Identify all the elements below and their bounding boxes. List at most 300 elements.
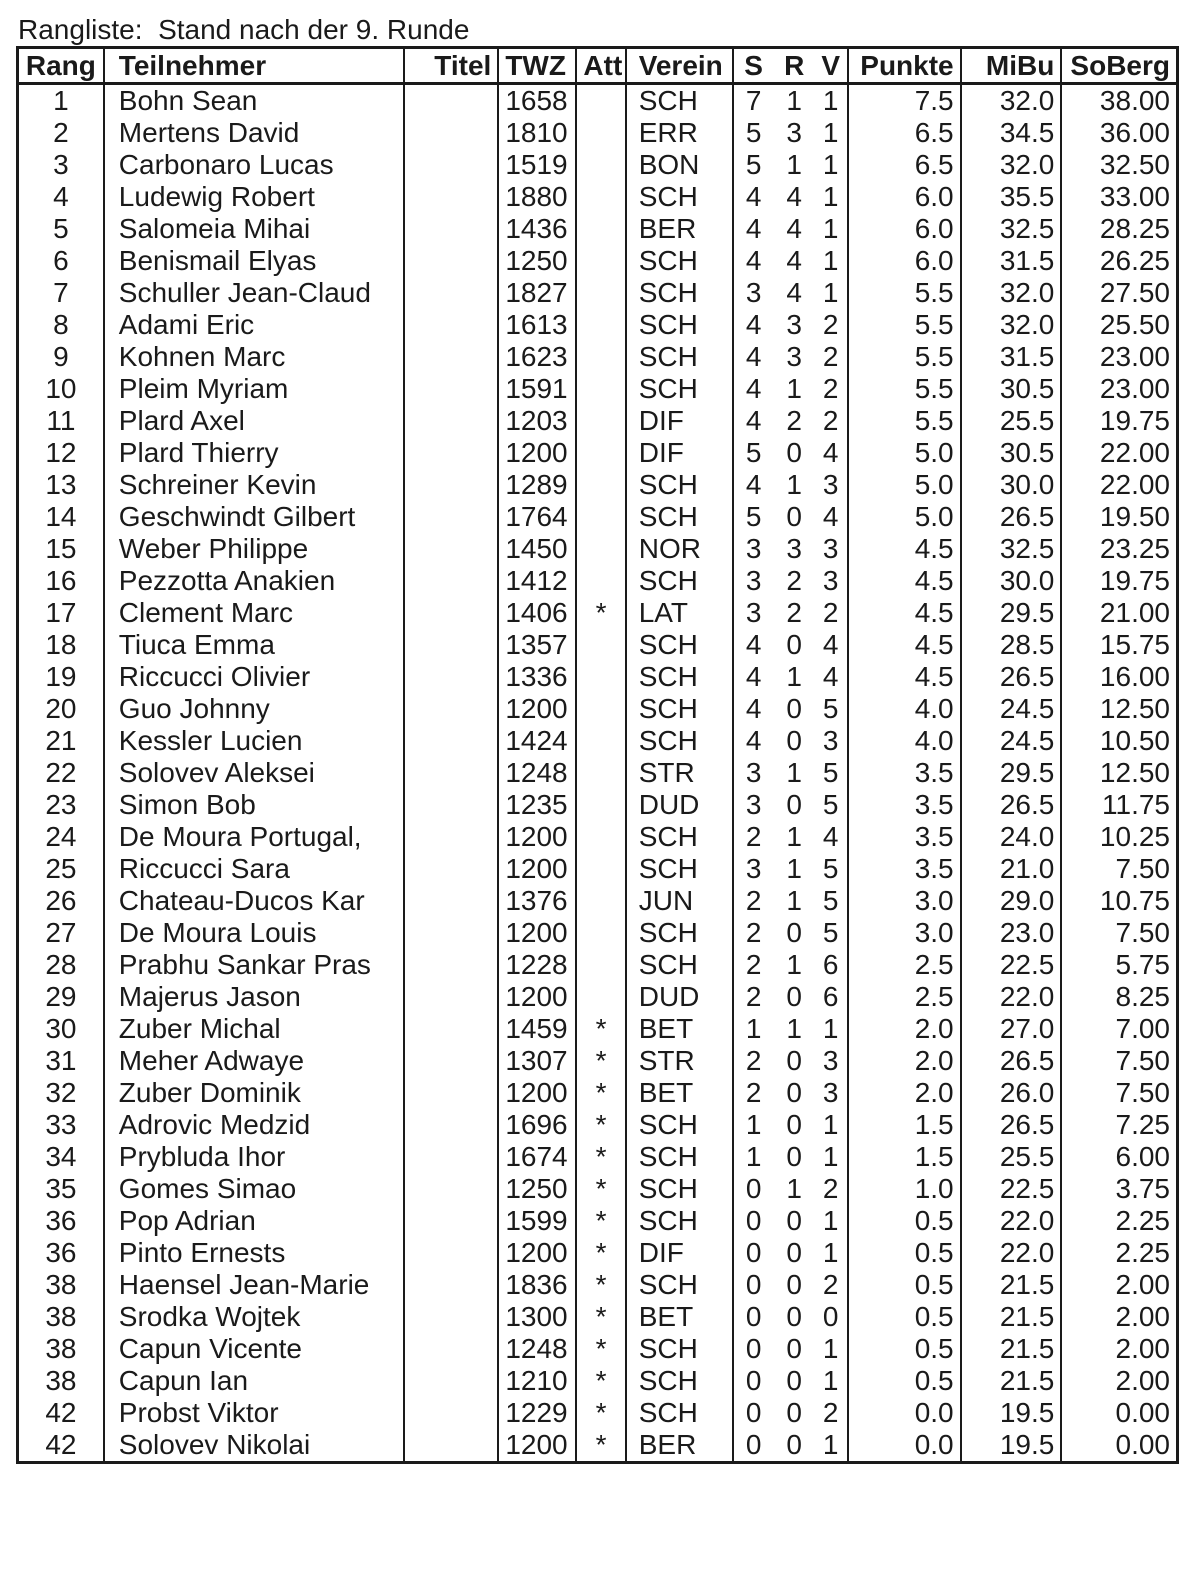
- cell-title: [404, 1269, 499, 1301]
- cell-v: 2: [815, 1173, 848, 1205]
- cell-v: 4: [815, 629, 848, 661]
- table-row: [18, 1365, 1178, 1397]
- cell-title: [404, 597, 499, 629]
- cell-att: *: [576, 1141, 625, 1173]
- header-att: Att: [576, 48, 625, 84]
- cell-points: 2.5: [848, 949, 961, 981]
- cell-points: 5.5: [848, 405, 961, 437]
- cell-att: *: [576, 1301, 625, 1333]
- cell-mibu: 26.5: [961, 789, 1062, 821]
- table-row: [18, 1429, 1178, 1463]
- cell-v: 2: [815, 373, 848, 405]
- cell-title: [404, 821, 499, 853]
- cell-att: [576, 821, 625, 853]
- cell-twz: 1200: [498, 821, 576, 853]
- cell-rank: 18: [18, 629, 104, 661]
- cell-v: 1: [815, 1333, 848, 1365]
- cell-att: [576, 565, 625, 597]
- cell-v: 1: [815, 117, 848, 149]
- cell-s: 2: [733, 981, 774, 1013]
- cell-club: SCH: [626, 1141, 733, 1173]
- cell-soberg: 2.00: [1061, 1365, 1177, 1397]
- cell-name: Solovev Nikolai: [104, 1429, 404, 1463]
- cell-twz: 1300: [498, 1301, 576, 1333]
- cell-mibu: 23.0: [961, 917, 1062, 949]
- cell-twz: 1810: [498, 117, 576, 149]
- cell-soberg: 38.00: [1061, 84, 1177, 118]
- table-row: [18, 533, 1178, 565]
- cell-soberg: 12.50: [1061, 693, 1177, 725]
- cell-rank: 12: [18, 437, 104, 469]
- cell-name: Prabhu Sankar Pras: [104, 949, 404, 981]
- cell-v: 2: [815, 1269, 848, 1301]
- cell-soberg: 0.00: [1061, 1397, 1177, 1429]
- cell-mibu: 26.0: [961, 1077, 1062, 1109]
- cell-name: Benismail Elyas: [104, 245, 404, 277]
- cell-att: *: [576, 1013, 625, 1045]
- cell-name: Adami Eric: [104, 309, 404, 341]
- header-row: [18, 48, 1178, 84]
- cell-title: [404, 1397, 499, 1429]
- table-row: [18, 917, 1178, 949]
- cell-att: [576, 84, 625, 118]
- cell-twz: 1248: [498, 1333, 576, 1365]
- cell-title: [404, 565, 499, 597]
- cell-twz: 1228: [498, 949, 576, 981]
- cell-rank: 19: [18, 661, 104, 693]
- cell-att: *: [576, 1045, 625, 1077]
- cell-twz: 1229: [498, 1397, 576, 1429]
- cell-club: LAT: [626, 597, 733, 629]
- cell-soberg: 11.75: [1061, 789, 1177, 821]
- cell-twz: 1450: [498, 533, 576, 565]
- cell-rank: 11: [18, 405, 104, 437]
- cell-att: *: [576, 1173, 625, 1205]
- cell-v: 4: [815, 501, 848, 533]
- cell-s: 5: [733, 501, 774, 533]
- cell-title: [404, 1333, 499, 1365]
- cell-mibu: 29.5: [961, 757, 1062, 789]
- cell-r: 0: [786, 1333, 802, 1364]
- table-row: [18, 693, 1178, 725]
- cell-name: Adrovic Medzid: [104, 1109, 404, 1141]
- cell-points: 3.5: [848, 821, 961, 853]
- cell-twz: 1459: [498, 1013, 576, 1045]
- table-row: [18, 1397, 1178, 1429]
- cell-points: 6.5: [848, 117, 961, 149]
- cell-title: [404, 1109, 499, 1141]
- cell-twz: 1248: [498, 757, 576, 789]
- cell-title: [404, 693, 499, 725]
- cell-name: Chateau-Ducos Kar: [104, 885, 404, 917]
- table-row: [18, 1205, 1178, 1237]
- cell-club: SCH: [626, 725, 733, 757]
- cell-title: [404, 181, 499, 213]
- table-row: [18, 341, 1178, 373]
- table-row: [18, 437, 1178, 469]
- cell-points: 5.5: [848, 373, 961, 405]
- cell-v: 1: [815, 1141, 848, 1173]
- table-row: [18, 84, 1178, 118]
- cell-rank: 29: [18, 981, 104, 1013]
- cell-twz: 1412: [498, 565, 576, 597]
- table-row: [18, 1077, 1178, 1109]
- cell-soberg: 19.75: [1061, 565, 1177, 597]
- cell-rank: 31: [18, 1045, 104, 1077]
- cell-points: 0.0: [848, 1429, 961, 1463]
- cell-mibu: 26.5: [961, 501, 1062, 533]
- cell-soberg: 26.25: [1061, 245, 1177, 277]
- cell-v: 0: [815, 1301, 848, 1333]
- cell-r: 0: [786, 1141, 802, 1172]
- cell-s: 4: [733, 341, 774, 373]
- cell-v: 3: [815, 565, 848, 597]
- cell-soberg: 21.00: [1061, 597, 1177, 629]
- cell-r: 0: [786, 917, 802, 948]
- cell-v: 1: [815, 1205, 848, 1237]
- cell-rank: 24: [18, 821, 104, 853]
- cell-name: Plard Thierry: [104, 437, 404, 469]
- cell-mibu: 22.0: [961, 1205, 1062, 1237]
- cell-twz: 1613: [498, 309, 576, 341]
- cell-soberg: 2.25: [1061, 1205, 1177, 1237]
- cell-name: Pleim Myriam: [104, 373, 404, 405]
- cell-points: 0.5: [848, 1301, 961, 1333]
- cell-mibu: 22.5: [961, 949, 1062, 981]
- cell-soberg: 23.25: [1061, 533, 1177, 565]
- cell-s: 4: [733, 629, 774, 661]
- table-row: [18, 981, 1178, 1013]
- cell-club: STR: [626, 757, 733, 789]
- cell-v: 4: [815, 821, 848, 853]
- table-row: [18, 725, 1178, 757]
- cell-r: 2: [786, 597, 802, 628]
- cell-rank: 33: [18, 1109, 104, 1141]
- header-twz: TWZ: [498, 48, 576, 84]
- cell-r: 0: [786, 1045, 802, 1076]
- cell-title: [404, 981, 499, 1013]
- cell-club: SCH: [626, 1397, 733, 1429]
- cell-soberg: 22.00: [1061, 437, 1177, 469]
- cell-points: 4.5: [848, 565, 961, 597]
- cell-s: 5: [733, 117, 774, 149]
- cell-soberg: 12.50: [1061, 757, 1177, 789]
- cell-v: 5: [815, 757, 848, 789]
- cell-v: 3: [815, 725, 848, 757]
- cell-rank: 38: [18, 1365, 104, 1397]
- cell-mibu: 32.0: [961, 277, 1062, 309]
- cell-rank: 25: [18, 853, 104, 885]
- cell-name: Solovev Aleksei: [104, 757, 404, 789]
- cell-v: 4: [815, 661, 848, 693]
- cell-s: 2: [733, 917, 774, 949]
- cell-title: [404, 1429, 499, 1463]
- cell-mibu: 22.5: [961, 1173, 1062, 1205]
- cell-s: 7: [733, 84, 774, 118]
- cell-name: Gomes Simao: [104, 1173, 404, 1205]
- cell-name: Meher Adwaye: [104, 1045, 404, 1077]
- cell-title: [404, 1141, 499, 1173]
- cell-points: 3.5: [848, 757, 961, 789]
- cell-club: SCH: [626, 341, 733, 373]
- cell-s: 4: [733, 181, 774, 213]
- cell-v: 3: [815, 533, 848, 565]
- cell-twz: 1235: [498, 789, 576, 821]
- cell-club: SCH: [626, 949, 733, 981]
- cell-mibu: 35.5: [961, 181, 1062, 213]
- cell-name: Mertens David: [104, 117, 404, 149]
- table-row: [18, 1045, 1178, 1077]
- table-row: [18, 181, 1178, 213]
- cell-twz: 1250: [498, 1173, 576, 1205]
- cell-v: 5: [815, 693, 848, 725]
- cell-rank: 20: [18, 693, 104, 725]
- cell-v: 3: [815, 469, 848, 501]
- cell-s: 5: [733, 437, 774, 469]
- table-row: [18, 629, 1178, 661]
- cell-s: 3: [733, 565, 774, 597]
- cell-mibu: 25.5: [961, 1141, 1062, 1173]
- cell-name: Pezzotta Anakien: [104, 565, 404, 597]
- cell-twz: 1658: [498, 84, 576, 118]
- cell-twz: 1436: [498, 213, 576, 245]
- cell-mibu: 32.0: [961, 309, 1062, 341]
- cell-mibu: 21.5: [961, 1269, 1062, 1301]
- cell-v: 3: [815, 1045, 848, 1077]
- cell-s: 4: [733, 309, 774, 341]
- cell-rank: 6: [18, 245, 104, 277]
- cell-points: 4.0: [848, 725, 961, 757]
- cell-name: Pinto Ernests: [104, 1237, 404, 1269]
- cell-name: Geschwindt Gilbert: [104, 501, 404, 533]
- table-row: [18, 405, 1178, 437]
- cell-s: 4: [733, 245, 774, 277]
- cell-s: 0: [733, 1237, 774, 1269]
- cell-r: 0: [786, 1429, 802, 1460]
- cell-mibu: 26.5: [961, 1045, 1062, 1077]
- cell-att: *: [576, 1269, 625, 1301]
- cell-mibu: 21.0: [961, 853, 1062, 885]
- cell-title: [404, 437, 499, 469]
- cell-soberg: 7.50: [1061, 1077, 1177, 1109]
- cell-mibu: 24.5: [961, 725, 1062, 757]
- cell-title: [404, 1077, 499, 1109]
- cell-name: Riccucci Sara: [104, 853, 404, 885]
- cell-twz: 1210: [498, 1365, 576, 1397]
- cell-v: 1: [815, 149, 848, 181]
- cell-soberg: 19.50: [1061, 501, 1177, 533]
- cell-soberg: 7.25: [1061, 1109, 1177, 1141]
- cell-r: 3: [786, 533, 802, 564]
- cell-points: 3.0: [848, 885, 961, 917]
- cell-soberg: 36.00: [1061, 117, 1177, 149]
- cell-club: BER: [626, 213, 733, 245]
- cell-soberg: 7.50: [1061, 853, 1177, 885]
- table-row: [18, 821, 1178, 853]
- cell-s: 0: [733, 1205, 774, 1237]
- cell-title: [404, 309, 499, 341]
- cell-rank: 36: [18, 1237, 104, 1269]
- cell-mibu: 21.5: [961, 1301, 1062, 1333]
- cell-soberg: 10.25: [1061, 821, 1177, 853]
- cell-soberg: 23.00: [1061, 373, 1177, 405]
- cell-twz: 1200: [498, 917, 576, 949]
- cell-name: Schuller Jean-Claud: [104, 277, 404, 309]
- cell-att: *: [576, 1365, 625, 1397]
- cell-r: 0: [786, 501, 802, 532]
- cell-name: Kessler Lucien: [104, 725, 404, 757]
- cell-att: [576, 661, 625, 693]
- cell-att: [576, 757, 625, 789]
- cell-club: SCH: [626, 1365, 733, 1397]
- cell-rank: 8: [18, 309, 104, 341]
- header-soberg: SoBerg: [1061, 48, 1177, 84]
- cell-name: De Moura Portugal,: [104, 821, 404, 853]
- cell-club: SCH: [626, 1205, 733, 1237]
- cell-points: 4.5: [848, 533, 961, 565]
- cell-points: 1.5: [848, 1109, 961, 1141]
- cell-title: [404, 1173, 499, 1205]
- cell-points: 3.5: [848, 789, 961, 821]
- cell-title: [404, 341, 499, 373]
- cell-att: [576, 725, 625, 757]
- cell-club: BER: [626, 1429, 733, 1463]
- cell-mibu: 29.5: [961, 597, 1062, 629]
- cell-mibu: 25.5: [961, 405, 1062, 437]
- cell-name: Simon Bob: [104, 789, 404, 821]
- cell-rank: 38: [18, 1301, 104, 1333]
- cell-r: 0: [786, 1205, 802, 1236]
- cell-soberg: 2.00: [1061, 1269, 1177, 1301]
- cell-club: SCH: [626, 1333, 733, 1365]
- table-row: [18, 885, 1178, 917]
- cell-att: [576, 853, 625, 885]
- cell-name: Prybluda Ihor: [104, 1141, 404, 1173]
- cell-r: 1: [786, 469, 802, 500]
- cell-title: [404, 853, 499, 885]
- cell-r: 1: [786, 373, 802, 404]
- cell-att: [576, 629, 625, 661]
- cell-title: [404, 661, 499, 693]
- cell-r: 1: [786, 661, 802, 692]
- cell-soberg: 2.25: [1061, 1237, 1177, 1269]
- cell-mibu: 19.5: [961, 1397, 1062, 1429]
- cell-r: 2: [786, 565, 802, 596]
- cell-att: [576, 949, 625, 981]
- cell-att: *: [576, 1429, 625, 1463]
- table-row: [18, 1013, 1178, 1045]
- cell-att: [576, 245, 625, 277]
- table-row: [18, 1141, 1178, 1173]
- cell-title: [404, 1013, 499, 1045]
- table-row: [18, 117, 1178, 149]
- table-row: [18, 661, 1178, 693]
- cell-rank: 10: [18, 373, 104, 405]
- cell-twz: 1200: [498, 853, 576, 885]
- cell-r: 0: [786, 437, 802, 468]
- cell-rank: 13: [18, 469, 104, 501]
- cell-s: 2: [733, 885, 774, 917]
- cell-v: 2: [815, 341, 848, 373]
- cell-v: 6: [815, 981, 848, 1013]
- header-s: S: [733, 48, 774, 84]
- cell-name: Haensel Jean-Marie: [104, 1269, 404, 1301]
- cell-title: [404, 629, 499, 661]
- cell-r: 4: [786, 245, 802, 276]
- cell-soberg: 10.75: [1061, 885, 1177, 917]
- table-row: [18, 373, 1178, 405]
- cell-rank: 42: [18, 1397, 104, 1429]
- cell-title: [404, 213, 499, 245]
- cell-r: 1: [786, 949, 802, 980]
- cell-title: [404, 469, 499, 501]
- cell-name: Carbonaro Lucas: [104, 149, 404, 181]
- cell-twz: 1519: [498, 149, 576, 181]
- cell-mibu: 30.5: [961, 373, 1062, 405]
- cell-rank: 21: [18, 725, 104, 757]
- cell-title: [404, 245, 499, 277]
- cell-soberg: 7.50: [1061, 1045, 1177, 1077]
- cell-att: [576, 309, 625, 341]
- cell-twz: 1406: [498, 597, 576, 629]
- cell-r: 4: [786, 181, 802, 212]
- cell-club: SCH: [626, 469, 733, 501]
- cell-rank: 38: [18, 1333, 104, 1365]
- cell-r: 0: [786, 1077, 802, 1108]
- cell-s: 0: [733, 1365, 774, 1397]
- cell-mibu: 19.5: [961, 1429, 1062, 1463]
- cell-r: 4: [786, 213, 802, 244]
- table-row: [18, 1301, 1178, 1333]
- cell-mibu: 22.0: [961, 1237, 1062, 1269]
- cell-soberg: 7.50: [1061, 917, 1177, 949]
- table-row: [18, 213, 1178, 245]
- cell-title: [404, 84, 499, 118]
- header-v: V: [815, 48, 848, 84]
- table-row: [18, 501, 1178, 533]
- cell-title: [404, 117, 499, 149]
- cell-rank: 23: [18, 789, 104, 821]
- cell-soberg: 15.75: [1061, 629, 1177, 661]
- cell-rank: 5: [18, 213, 104, 245]
- cell-title: [404, 149, 499, 181]
- cell-twz: 1200: [498, 1429, 576, 1463]
- header-rank: Rang: [18, 48, 104, 84]
- cell-twz: 1674: [498, 1141, 576, 1173]
- cell-name: Majerus Jason: [104, 981, 404, 1013]
- cell-name: Schreiner Kevin: [104, 469, 404, 501]
- cell-v: 1: [815, 245, 848, 277]
- cell-r: 1: [786, 853, 802, 884]
- cell-points: 7.5: [848, 84, 961, 118]
- cell-v: 1: [815, 84, 848, 118]
- cell-s: 0: [733, 1269, 774, 1301]
- cell-r: 1: [786, 1013, 802, 1044]
- cell-rank: 28: [18, 949, 104, 981]
- cell-points: 5.0: [848, 469, 961, 501]
- cell-points: 6.0: [848, 245, 961, 277]
- cell-mibu: 24.0: [961, 821, 1062, 853]
- cell-club: SCH: [626, 917, 733, 949]
- cell-twz: 1880: [498, 181, 576, 213]
- cell-mibu: 22.0: [961, 981, 1062, 1013]
- cell-rank: 1: [18, 84, 104, 118]
- cell-s: 4: [733, 373, 774, 405]
- cell-rank: 32: [18, 1077, 104, 1109]
- cell-soberg: 2.00: [1061, 1333, 1177, 1365]
- cell-points: 3.0: [848, 917, 961, 949]
- cell-v: 3: [815, 1077, 848, 1109]
